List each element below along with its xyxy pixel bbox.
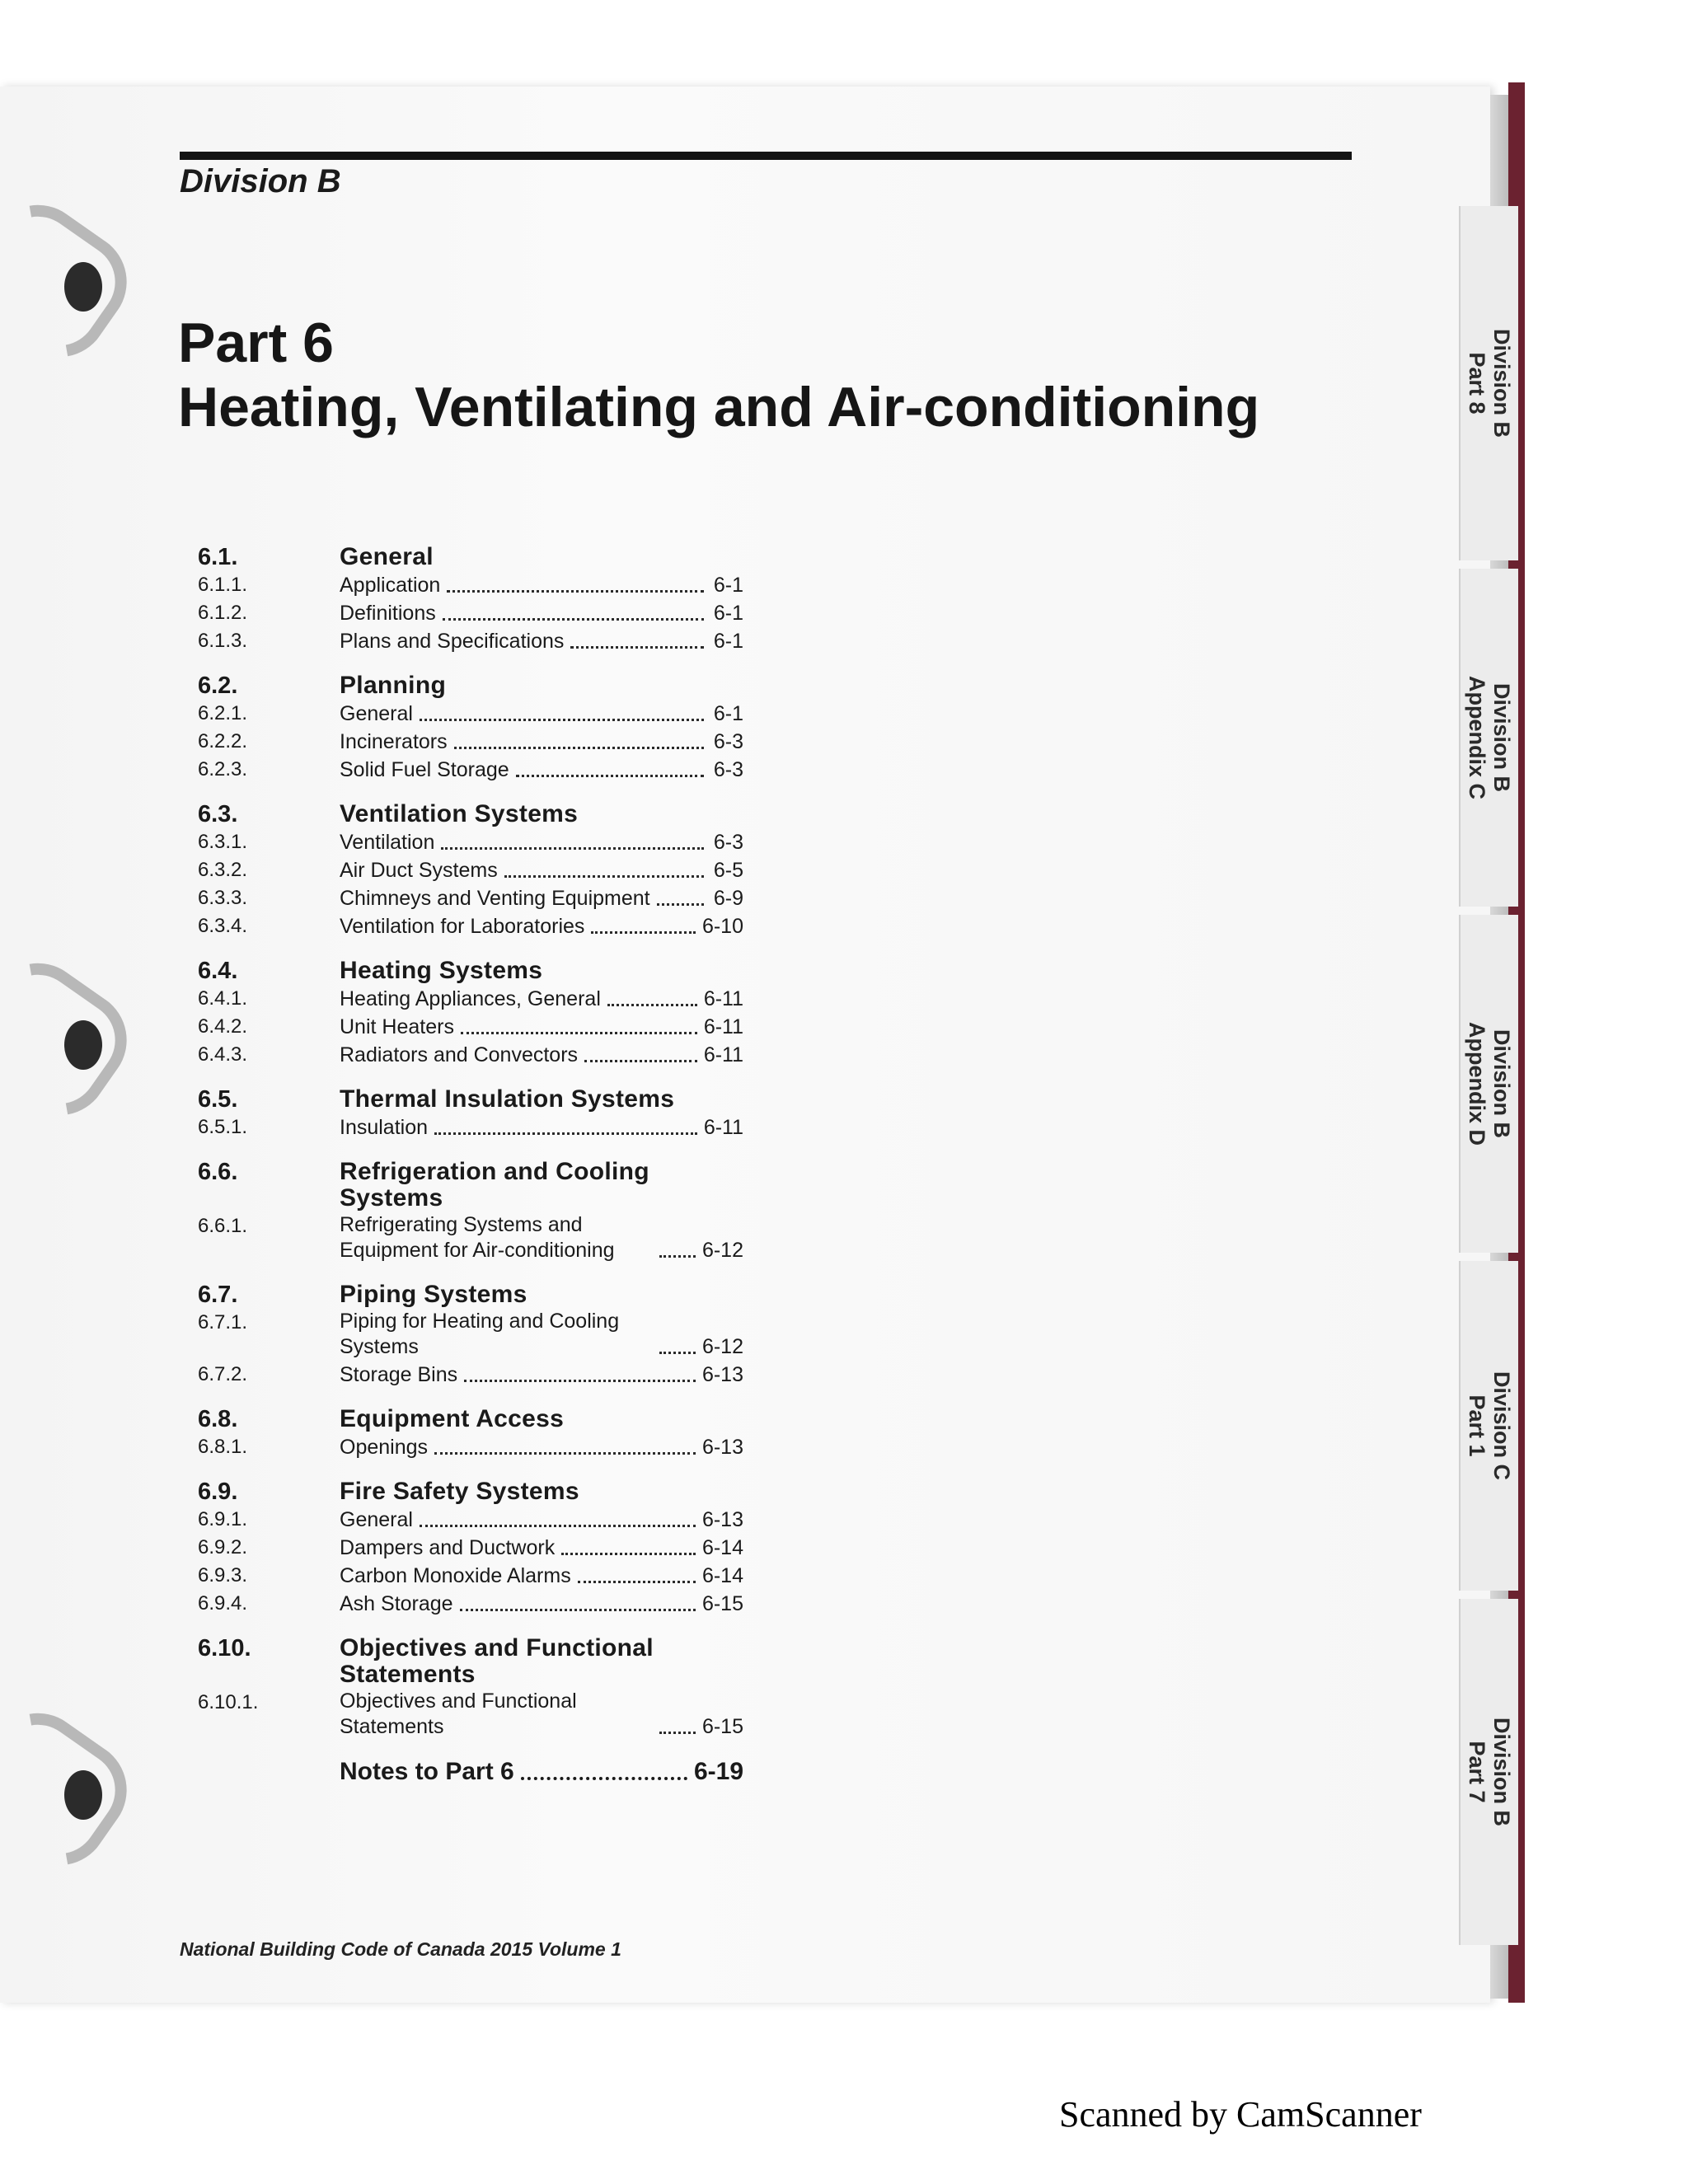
toc-entry[interactable] [198, 1309, 791, 1360]
toc-entry[interactable] [198, 627, 791, 654]
tab-label: Division B Part 7 [1465, 1717, 1514, 1827]
toc-entry[interactable] [198, 912, 791, 940]
toc-section-title[interactable]: Objectives and Functional Statements [340, 1634, 654, 1688]
toc-notes-entry[interactable] [340, 1758, 743, 1786]
dot-leader [460, 1609, 696, 1611]
toc-entry-title: Objectives and Functional Statements [340, 1690, 577, 1738]
toc-section-title[interactable]: Planning [340, 672, 447, 699]
toc-section-title[interactable]: Equipment Access [340, 1405, 565, 1432]
toc-entry-number: 6.6.1. [198, 1215, 248, 1237]
tab-label: Division B Part 8 [1465, 328, 1514, 438]
footer-publication: National Building Code of Canada 2015 Volume 1 [180, 1938, 621, 1960]
toc-entry-number: 6.9.1. [198, 1508, 248, 1530]
toc-entry[interactable] [198, 1361, 791, 1388]
toc-section-heading [198, 1159, 791, 1212]
toc-entry-title: General [340, 1508, 413, 1531]
toc-entry-title: Application [340, 574, 441, 597]
toc-section-heading [198, 1479, 791, 1505]
toc-section-heading [198, 1086, 791, 1113]
header-rule [180, 152, 1352, 160]
dot-leader [578, 1581, 696, 1583]
toc-section [198, 1635, 791, 1740]
dot-leader [461, 1032, 697, 1034]
toc-entry-number: 6.3.4. [198, 915, 248, 937]
toc-page-number: 6-1 [713, 574, 743, 597]
toc-entry-number: 6.3.2. [198, 859, 248, 881]
dot-leader [657, 903, 704, 906]
toc-entry-title: Solid Fuel Storage [340, 758, 509, 781]
toc-section-heading [198, 544, 791, 570]
toc-entry-number: 6.4.1. [198, 987, 248, 1010]
toc-entry[interactable] [198, 884, 791, 912]
toc-section-number: 6.6. [198, 1159, 238, 1185]
toc-entry[interactable] [198, 1506, 791, 1533]
toc-entry-number: 6.9.4. [198, 1592, 248, 1615]
toc-entry[interactable] [198, 700, 791, 727]
part-title: Heating, Ventilating and Air-conditioning [178, 376, 1260, 438]
tab-division-b-appendix-c[interactable] [1459, 569, 1518, 907]
toc-section-title[interactable]: Fire Safety Systems [340, 1478, 579, 1505]
toc-page-number: 6-11 [703, 987, 743, 1010]
tab-division-b-part-8[interactable] [1459, 206, 1518, 560]
dot-leader [584, 1060, 697, 1062]
toc-entry-title: Openings [340, 1436, 429, 1459]
dot-leader [570, 646, 704, 649]
toc-section-title[interactable]: Ventilation Systems [340, 800, 579, 827]
toc-entry-title: Chimneys and Venting Equipment [340, 887, 650, 910]
toc-entry[interactable] [198, 1562, 791, 1589]
toc-section-number: 6.7. [198, 1282, 238, 1308]
toc-page-number: 6-10 [701, 915, 743, 938]
part-number: Part 6 [178, 312, 334, 374]
toc-page-number: 6-15 [701, 1592, 743, 1615]
toc-section [198, 1479, 791, 1617]
toc-entry-title: Heating Appliances, General [340, 987, 601, 1010]
toc-entry-number: 6.8.1. [198, 1436, 248, 1458]
toc-entry[interactable] [198, 1113, 791, 1141]
toc-section-heading [198, 1406, 791, 1432]
toc-section [198, 958, 791, 1068]
toc-page-number: 6-1 [713, 602, 743, 625]
toc-entry-title: Ventilation [340, 831, 435, 854]
toc-section-number: 6.4. [198, 958, 238, 984]
dot-leader [441, 847, 704, 850]
toc-entry-number: 6.9.2. [198, 1536, 248, 1558]
toc-entry[interactable] [198, 828, 791, 855]
toc-entry[interactable] [198, 756, 791, 783]
toc-page-number: 6-3 [713, 758, 743, 781]
toc-entry-title: Piping for Heating and Cooling Systems [340, 1310, 620, 1358]
toc-page-number: 6-13 [701, 1363, 743, 1386]
dot-leader [434, 1132, 697, 1135]
toc-page-number: 6-3 [713, 730, 743, 753]
toc-page-number: 6-1 [713, 630, 743, 653]
toc-section-heading [198, 801, 791, 827]
toc-page-number: 6-14 [701, 1536, 743, 1559]
table-of-contents [198, 544, 791, 1786]
toc-entry-number: 6.9.3. [198, 1564, 248, 1586]
toc-section [198, 1282, 791, 1388]
toc-section-title[interactable]: Thermal Insulation Systems [340, 1085, 675, 1113]
tab-label: Division B Appendix C [1465, 675, 1514, 800]
tab-division-c-part-1[interactable] [1459, 1261, 1518, 1591]
toc-entry-number: 6.3.3. [198, 887, 248, 909]
toc-section-heading [198, 1282, 791, 1308]
toc-page-number: 6-3 [713, 831, 743, 854]
dot-leader [447, 590, 704, 593]
toc-entry[interactable] [198, 1212, 791, 1263]
toc-entry-title: General [340, 702, 413, 725]
toc-section-heading [198, 958, 791, 984]
toc-page-number: 6-9 [713, 887, 743, 910]
toc-entry[interactable] [198, 1041, 791, 1068]
toc-section-number: 6.10. [198, 1635, 251, 1661]
dot-leader [454, 747, 704, 749]
toc-section-heading [198, 1635, 791, 1688]
toc-page-number: 6-11 [703, 1116, 743, 1139]
toc-entry[interactable] [198, 985, 791, 1012]
toc-entry-number: 6.2.1. [198, 702, 248, 724]
tab-label: Division B Appendix D [1465, 1021, 1514, 1146]
division-label: Division B [180, 163, 341, 199]
dot-leader [420, 1525, 696, 1527]
toc-entry-title: Insulation [340, 1116, 429, 1139]
toc-entry-number: 6.2.3. [198, 758, 248, 780]
toc-entry-number: 6.10.1. [198, 1691, 259, 1713]
toc-entry-number: 6.7.1. [198, 1311, 248, 1333]
toc-entry[interactable] [198, 728, 791, 755]
toc-entry-title: Ash Storage [340, 1592, 453, 1615]
toc-section-title[interactable]: General [340, 543, 434, 570]
tab-division-b-appendix-d[interactable] [1459, 915, 1518, 1253]
dot-leader [591, 931, 696, 934]
dot-leader [659, 1732, 696, 1734]
toc-entry[interactable] [198, 1013, 791, 1040]
toc-entry-title: Plans and Specifications [340, 630, 565, 653]
dot-leader [607, 1004, 697, 1006]
toc-section-title[interactable]: Heating Systems [340, 957, 543, 984]
toc-section [198, 1406, 791, 1460]
toc-page-number: 6-1 [713, 702, 743, 725]
toc-page-number: 6-13 [701, 1508, 743, 1531]
toc-page-number: 6-5 [713, 859, 743, 882]
toc-entry-number: 6.4.3. [198, 1043, 248, 1066]
toc-page-number: 6-14 [701, 1564, 743, 1587]
dot-leader [443, 618, 704, 621]
toc-entry[interactable] [198, 856, 791, 883]
dot-leader [561, 1553, 696, 1555]
toc-section-number: 6.1. [198, 544, 238, 570]
toc-entry-title: Ventilation for Laboratories [340, 915, 585, 938]
toc-entry-number: 6.1.2. [198, 602, 248, 624]
toc-entry[interactable] [198, 599, 791, 626]
dot-leader [659, 1352, 696, 1354]
dot-leader [420, 719, 704, 721]
toc-page-number: 6-11 [703, 1043, 743, 1066]
toc-entry-title: Storage Bins [340, 1363, 458, 1386]
toc-page-number: 6-13 [701, 1436, 743, 1459]
tab-label: Division C Part 1 [1465, 1371, 1514, 1481]
dot-leader [516, 775, 704, 777]
toc-section [198, 1086, 791, 1141]
toc-page-number: 6-15 [701, 1715, 743, 1738]
toc-section-number: 6.5. [198, 1086, 238, 1113]
toc-entry-title: Unit Heaters [340, 1015, 454, 1038]
toc-entry[interactable] [198, 1689, 791, 1740]
toc-section [198, 673, 791, 783]
toc-notes-title: Notes to Part 6 [340, 1758, 514, 1785]
toc-section-number: 6.9. [198, 1479, 238, 1505]
toc-entry-number: 6.5.1. [198, 1116, 248, 1138]
toc-entry-title: Incinerators [340, 730, 448, 753]
toc-page-number: 6-12 [701, 1239, 743, 1262]
toc-section-number: 6.2. [198, 673, 238, 699]
toc-entry-title: Air Duct Systems [340, 859, 498, 882]
dot-leader [521, 1777, 687, 1780]
toc-section-title[interactable]: Piping Systems [340, 1281, 528, 1308]
toc-section-title[interactable]: Refrigeration and Cooling Systems [340, 1158, 649, 1212]
toc-entry-number: 6.7.2. [198, 1363, 248, 1385]
toc-section-number: 6.8. [198, 1406, 238, 1432]
toc-notes-page: 6-19 [693, 1758, 743, 1785]
toc-entry-number: 6.1.3. [198, 630, 248, 652]
toc-entry-title: Radiators and Convectors [340, 1043, 579, 1066]
dot-leader [434, 1452, 696, 1455]
toc-entry[interactable] [198, 571, 791, 598]
toc-entry-number: 6.4.2. [198, 1015, 248, 1038]
toc-entry-number: 6.3.1. [198, 831, 248, 853]
tab-division-b-part-7[interactable] [1459, 1599, 1518, 1945]
toc-page-number: 6-12 [701, 1335, 743, 1358]
toc-section-number: 6.3. [198, 801, 238, 827]
toc-section [198, 1159, 791, 1263]
toc-page-number: 6-11 [703, 1015, 743, 1038]
dot-leader [659, 1255, 696, 1258]
toc-section [198, 801, 791, 940]
toc-entry-title: Carbon Monoxide Alarms [340, 1564, 571, 1587]
toc-entry[interactable] [198, 1590, 791, 1617]
toc-section [198, 544, 791, 654]
toc-section-heading [198, 673, 791, 699]
toc-entry[interactable] [198, 1534, 791, 1561]
toc-entry-title: Dampers and Ductwork [340, 1536, 556, 1559]
toc-entry[interactable] [198, 1433, 791, 1460]
toc-entry-title: Refrigerating Systems and Equipment for Air-conditioning [340, 1213, 615, 1262]
scanner-watermark: Scanned by CamScanner [1059, 2094, 1422, 2135]
dot-leader [504, 875, 704, 878]
toc-entry-number: 6.1.1. [198, 574, 248, 596]
toc-entry-number: 6.2.2. [198, 730, 248, 752]
dot-leader [464, 1380, 696, 1382]
toc-entry-title: Definitions [340, 602, 436, 625]
